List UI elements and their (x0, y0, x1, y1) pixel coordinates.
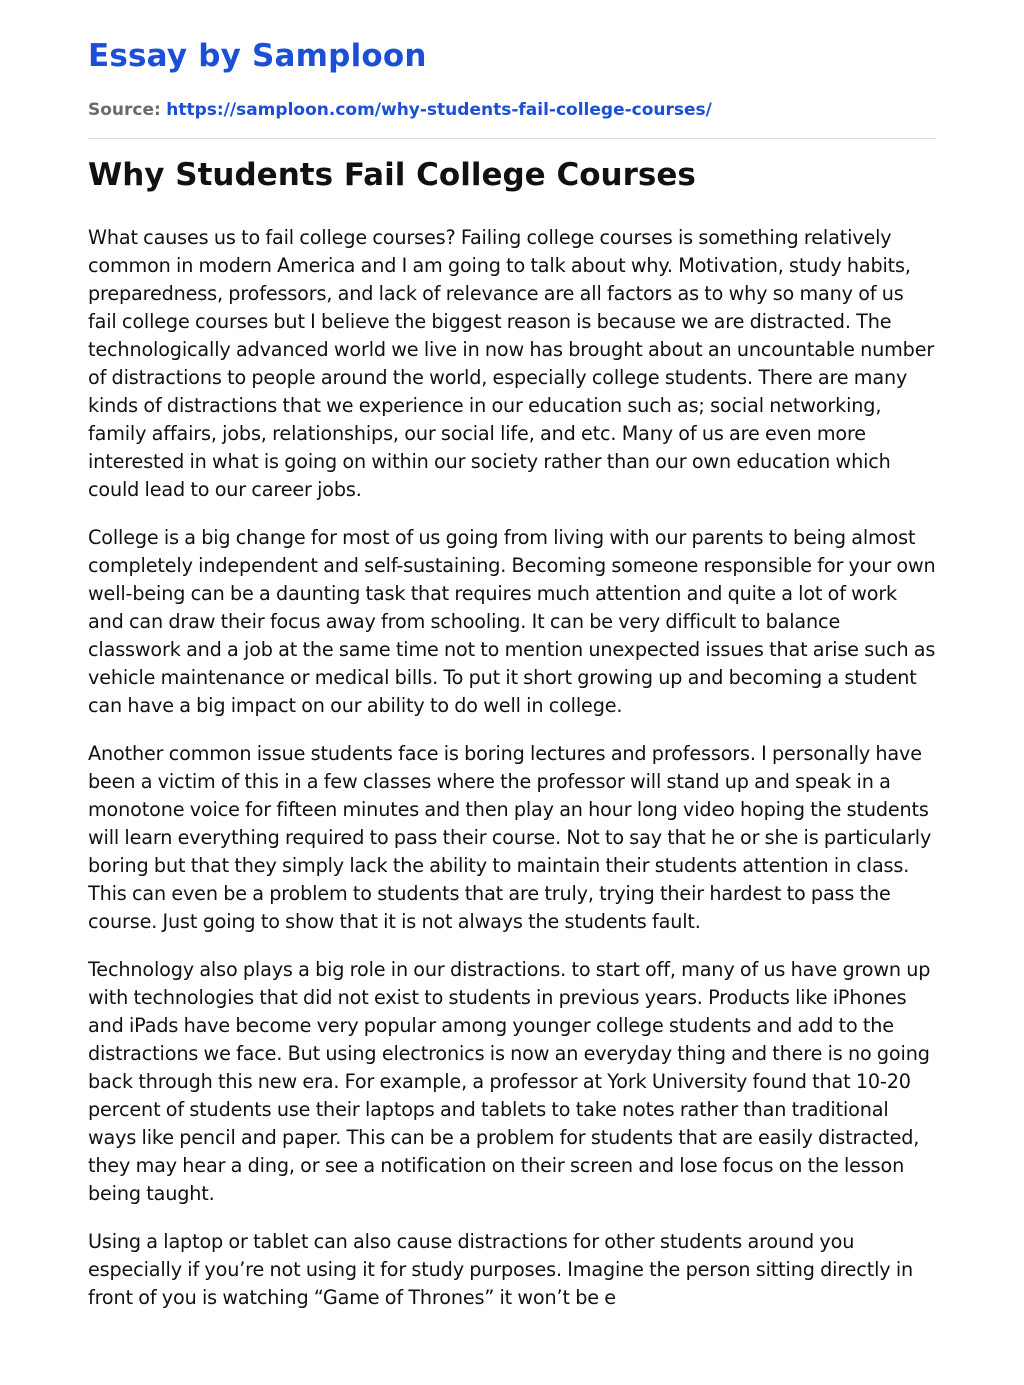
essay-paragraph-2: College is a big change for most of us going from living with our parents to being almost completely independent and self-sustaining. Becoming someone responsible for your own well-being can be a daunting task that requires much attention and quite a lot of work and can draw their focus away from schooling. It can be very difficult to balance classwork and a job at the same time not to mention unexpected issues that arise such as vehicle maintenance or medical bills. To put it short growing up and becoming a student can have a big impact on our ability to do well in college. (88, 526, 936, 717)
brand-title: Essay by Samploon (88, 38, 427, 74)
source-link[interactable]: https://samploon.com/why-students-fail-college-courses/ (166, 100, 712, 120)
essay-paragraph-1: What causes us to fail college courses? Failing college courses is something relatively common in modern America and I am going to talk about why. Motivation, study habits, preparedness, professors, and lack of relevance are all factors as to why so many of us fail college courses but I believe the biggest reason is because we are distracted. The technologically advanced world we live in now has brought about an uncountable number of distractions to people around the world, especially college students. There are many kinds of distractions that we experience in our education such as; social networking, family affairs, jobs, relationships, our social life, and etc. Many of us are even more interested in what is going on within our society rather than our own education which could lead to our career jobs. (88, 226, 935, 501)
header-divider (88, 138, 936, 139)
essay-title: Why Students Fail College Courses (88, 157, 696, 193)
essay-body (88, 224, 936, 1312)
source-label: Source: (88, 100, 161, 120)
essay-paragraph-3: Another common issue students face is boring lectures and professors. I personally have been a victim of this in a few classes where the professor will stand up and speak in a monotone voice for fifteen minutes and then play an hour long video hoping the students will learn everything required to pass their course. Not to say that he or she is particularly boring but that they simply lack the ability to maintain their students attention in class. This can even be a problem to students that are truly, trying their hardest to pass the course. Just going to show that it is not always the students fault. (88, 742, 932, 933)
source-line (88, 98, 936, 122)
essay-paragraph-5: Using a laptop or tablet can also cause distractions for other students around you especially if you’re not using it for study purposes. Imagine the person sitting directly in front of you is watching “Game of Thrones” it won’t be e (88, 1230, 914, 1309)
essay-paragraph-4: Technology also plays a big role in our distractions. to start off, many of us have grown up with technologies that did not exist to students in previous years. Products like iPhones and iPads have become very popular among younger college students and add to the distractions we face. But using electronics is now an everyday thing and there is no going back through this new era. For example, a professor at York University found that 10-20 percent of students use their laptops and tablets to take notes rather than traditional ways like pencil and paper. This can be a problem for students that are easily distracted, they may hear a ding, or see a notification on their screen and lose focus on the lesson being taught. (88, 958, 931, 1205)
